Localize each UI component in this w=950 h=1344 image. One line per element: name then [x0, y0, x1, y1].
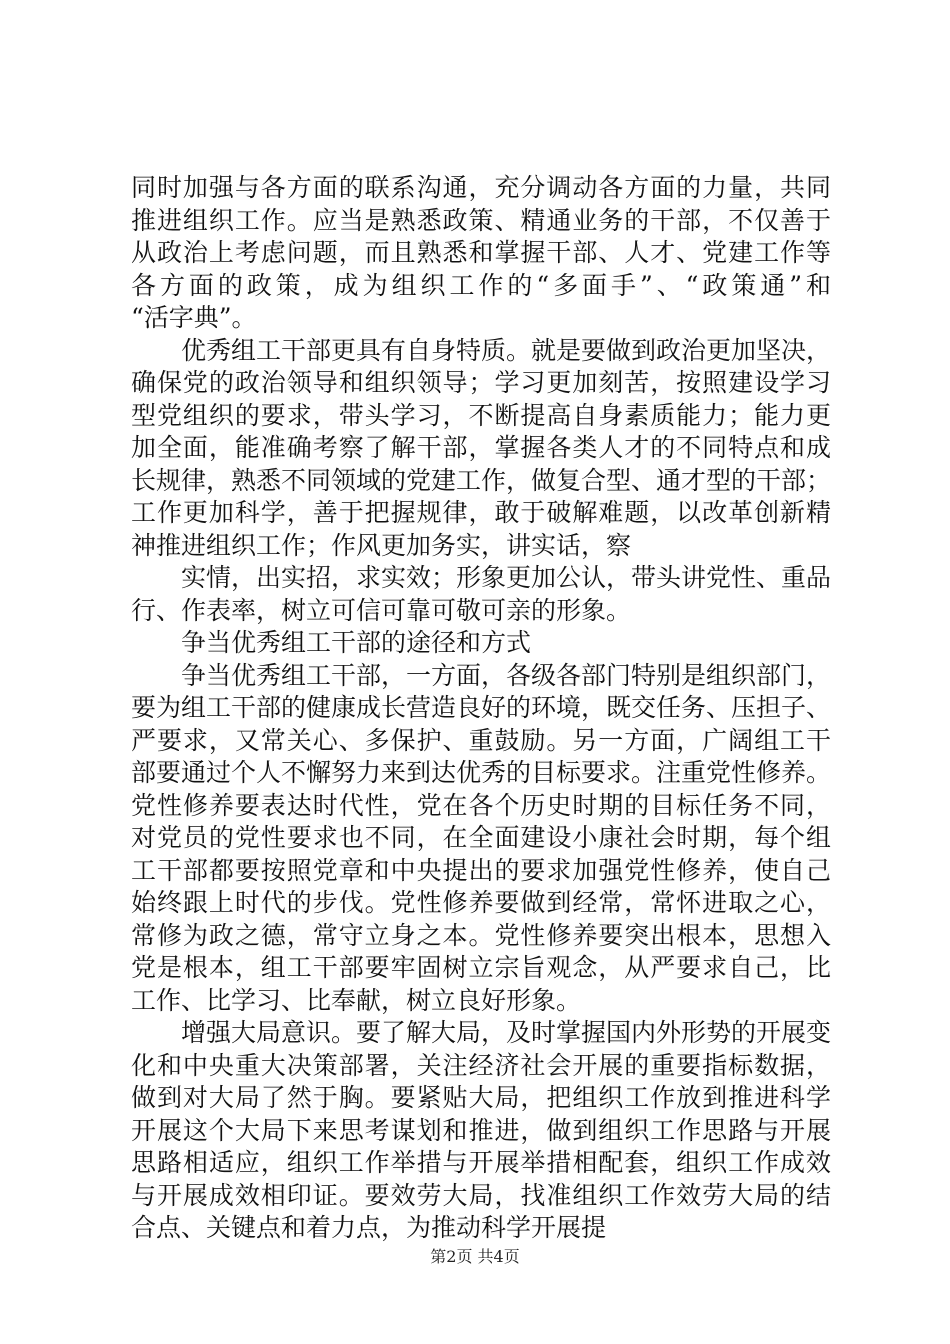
text-line: 合点、关键点和着力点，为推动科学开展提	[131, 1213, 607, 1242]
text-line: 工作更加科学，善于把握规律，敢于破解难题，以改革创新精	[131, 498, 831, 527]
text-line: 与开展成效相印证。要效劳大局，找准组织工作效劳大局的结	[131, 1180, 831, 1210]
text-line: 从政治上考虑问题，而且熟悉和掌握干部、人才、党建工作等	[131, 238, 831, 267]
text-line: 各方面的政策，成为组织工作的“多面手”、“政策通”和	[131, 270, 831, 300]
text-line: 始终跟上时代的步伐。党性修养要做到经常，常怀进取之心，	[131, 888, 831, 917]
text-line: 做到对大局了然于胸。要紧贴大局，把组织工作放到推进科学	[131, 1083, 831, 1112]
text-line: 神推进组织工作；作风更加务实，讲实话，察	[131, 530, 632, 560]
body-text	[131, 172, 831, 1245]
text-line: 常修为政之德，常守立身之本。党性修养要突出根本，思想入	[131, 920, 831, 950]
text-line: 党性修养要表达时代性，党在各个历史时期的目标任务不同，	[131, 790, 831, 820]
text-line: 确保党的政治领导和组织领导；学习更加刻苦，按照建设学习	[131, 368, 831, 397]
text-line: 争当优秀组工干部，一方面，各级各部门特别是组织部门，	[181, 660, 831, 690]
page-footer: 第2页 共4页	[430, 1247, 520, 1266]
text-line: 思路相适应，组织工作举措与开展举措相配套，组织工作成效	[131, 1148, 831, 1177]
text-line: 增强大局意识。要了解大局，及时掌握国内外形势的开展变	[181, 1018, 831, 1047]
text-line: 工作、比学习、比奉献，树立良好形象。	[131, 985, 582, 1015]
text-line: 长规律，熟悉不同领域的党建工作，做复合型、通才型的干部；	[131, 465, 831, 495]
text-line: 行、作表率，树立可信可靠可敬可亲的形象。	[131, 595, 632, 625]
text-line: 部要通过个人不懈努力来到达优秀的目标要求。注重党性修养。	[131, 758, 831, 787]
text-line: 工干部都要按照党章和中央提出的要求加强党性修养，使自己	[131, 855, 831, 885]
text-line: 要为组工干部的健康成长营造良好的环境，既交任务、压担子、	[131, 693, 831, 722]
text-line: “活字典”。	[131, 303, 257, 332]
text-line: 实情，出实招，求实效；形象更加公认，带头讲党性、重品	[181, 563, 831, 592]
text-line: 加全面，能准确考察了解干部，掌握各类人才的不同特点和成	[131, 433, 831, 462]
text-line: 党是根本，组工干部要牢固树立宗旨观念，从严要求自己，比	[131, 953, 831, 982]
text-line: 同时加强与各方面的联系沟通，充分调动各方面的力量，共同	[131, 173, 831, 202]
text-line: 优秀组工干部更具有自身特质。就是要做到政治更加坚决，	[181, 335, 831, 365]
text-line: 推进组织工作。应当是熟悉政策、精通业务的干部，不仅善于	[131, 205, 831, 235]
text-line: 型党组织的要求，带头学习，不断提高自身素质能力；能力更	[131, 400, 831, 430]
text-line: 严要求，又常关心、多保护、重鼓励。另一方面，广阔组工干	[131, 725, 831, 755]
text-line: 化和中央重大决策部署，关注经济社会开展的重要指标数据，	[131, 1050, 831, 1080]
text-line: 对党员的党性要求也不同，在全面建设小康社会时期，每个组	[131, 823, 831, 852]
text-line: 开展这个大局下来思考谋划和推进，做到组织工作思路与开展	[131, 1115, 831, 1145]
text-line: 争当优秀组工干部的途径和方式	[181, 628, 532, 657]
